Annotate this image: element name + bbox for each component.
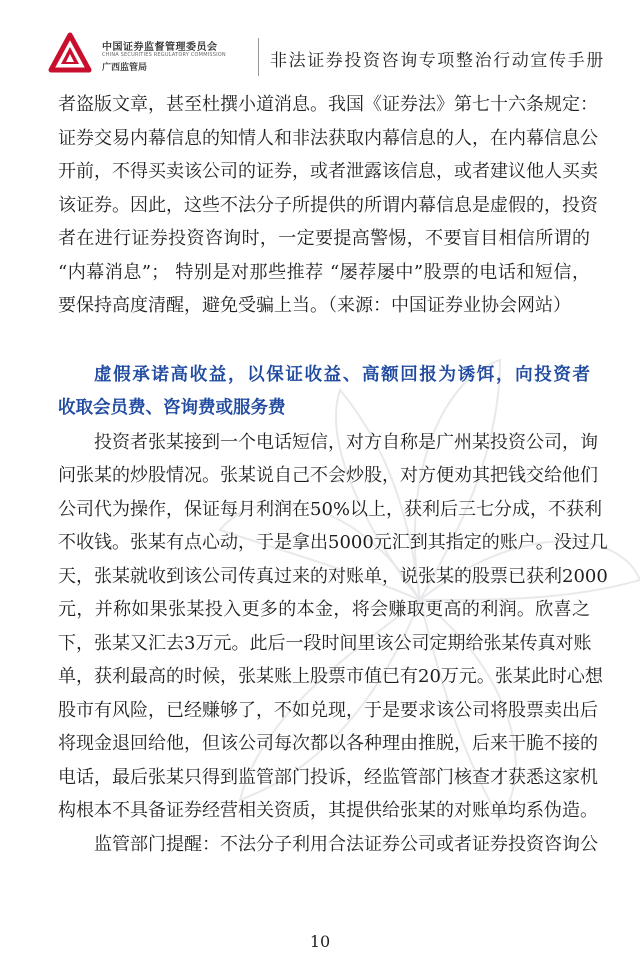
- text-line: 下，张某又汇去3万元。此后一段时间里该公司定期给张某传真对账: [58, 632, 592, 654]
- text-line: 监管部门提醒：不法分子利用合法证券公司或者证券投资咨询公: [94, 833, 598, 855]
- text-line: 投资者张某接到一个电话短信，对方自称是广州某投资公司，询: [94, 431, 598, 453]
- text-line: 构根本不具备证券经营相关资质，其提供给张某的对账单均系伪造。: [58, 800, 598, 821]
- paragraph-gap: [58, 323, 590, 359]
- text-line: 股市有风险，已经赚够了，不如兑现，于是要求该公司将股票卖出后: [58, 699, 598, 721]
- csrc-logo-icon: [48, 32, 92, 76]
- body-text: [58, 88, 608, 861]
- section-heading: [58, 359, 590, 393]
- text-line: 者盗版文章，甚至杜撰小道消息。我国《证券法》第七十六条规定：: [58, 94, 598, 115]
- text-line: 公司代为操作，保证每月利润在50%以上，获利后三七分成，不获利: [58, 498, 603, 520]
- section-heading-cont: [58, 392, 590, 426]
- org-name-cn: 中国证券监督管理委员会: [102, 42, 218, 53]
- text-line: 元，并称如果张某投入更多的本金，将会赚取更高的利润。欣喜之: [58, 599, 590, 620]
- page-header: [48, 32, 608, 84]
- header-divider: [258, 38, 259, 76]
- org-name-en: CHINA SECURITIES REGULATORY COMMISSION: [102, 52, 226, 58]
- page-number: 10: [309, 932, 331, 951]
- text-line: 天，张某就收到该公司传真过来的对账单，说张某的股票已获利2000: [58, 565, 608, 587]
- text-line: 不收钱。张某有点心动，于是拿出5000元汇到其指定的账户。没过几: [58, 532, 608, 553]
- booklet-title: 非法证券投资咨询专项整治行动宣传手册: [270, 51, 605, 71]
- org-branch: 广西监管局: [102, 63, 148, 73]
- text-line: 电话，最后张某只得到监管部门投诉，经监管部门核查才获悉这家机: [58, 766, 598, 788]
- text-line: 将现金退回给他，但该公司每次都以各种理由推脱，后来干脆不接的: [58, 733, 598, 754]
- paragraph-1: [58, 88, 598, 323]
- text-line: 单，获利最高的时候，张某账上股票市值已有20万元。张某此时心想: [58, 666, 603, 687]
- text-line: “内幕消息”； 特别是对那些推荐 “屡荐屡中”股票的电话和短信，: [58, 261, 590, 283]
- text-line: 证券交易内幕信息的知情人和非法获取内幕信息的人，在内幕信息公: [58, 127, 598, 149]
- text-line: 者在进行证券投资咨询时，一定要提高警惕，不要盲目相信所谓的: [58, 228, 590, 249]
- text-line: 要保持高度清醒，避免受骗上当。（来源：中国证券业协会网站）: [58, 295, 571, 316]
- paragraph-2: [58, 426, 608, 828]
- text-line: 该证券。因此，这些不法分子所提供的所谓内幕信息是虚假的，投资: [58, 194, 598, 216]
- heading-line: 虚假承诺高收益，以保证收益、高额回报为诱饵，向投资者: [94, 364, 590, 385]
- heading-line: 收取会员费、咨询费或服务费: [58, 398, 286, 418]
- text-line: 问张某的炒股情况。张某说自己不会炒股，对方便劝其把钱交给他们: [58, 465, 598, 486]
- paragraph-3: [58, 828, 598, 862]
- text-line: 开前，不得买卖该公司的证券，或者泄露该信息，或者建议他人买卖: [58, 161, 598, 182]
